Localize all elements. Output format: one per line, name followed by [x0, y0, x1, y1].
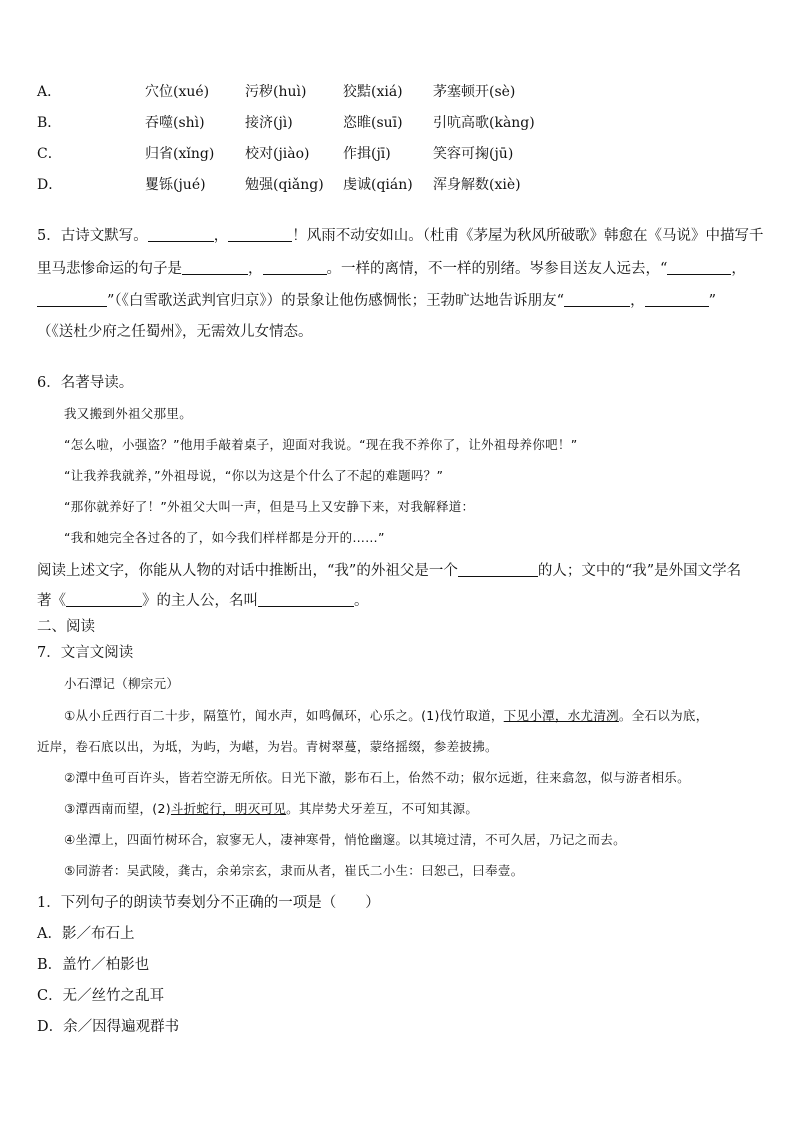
q5-text: ” [708, 293, 716, 309]
option-item: 接济(jì) [245, 115, 293, 131]
classical-paragraph-4: ④坐潭上，四面竹树环合，寂寥无人，凄神寒骨，悄怆幽邃。以其境过清，不可久居，乃记之而去。 [64, 832, 626, 847]
option-label: D． [37, 177, 63, 193]
q5-text: 里马悲惨命运的句子是 [37, 261, 182, 277]
option-item: 归省(xǐng) [145, 146, 215, 162]
q6-text: 阅读上述文字，你能从人物的对话中推断出，“我”的外祖父是一个 [37, 563, 458, 579]
option-item: 笑容可掬(jū) [433, 146, 514, 162]
option-item: 狡黠(xiá) [343, 84, 403, 100]
q6-question-line-1 [37, 561, 741, 581]
passage-line: “怎么啦，小强盗？”他用手敲着桌子，迎面对我说。“现在我不养你了，让外祖母养你吧！” [64, 437, 578, 452]
choice-a[interactable]: A．影／布石上 [37, 926, 135, 942]
option-item: 茅塞顿开(sè) [433, 84, 516, 100]
passage-line: “我和她完全各过各的了，如今我们样样都是分开的……” [64, 530, 385, 545]
q5-text: （《送杜少府之任蜀州》，无需效儿女情态。 [37, 324, 313, 340]
passage-line: 我又搬到外祖父那里。 [64, 406, 193, 421]
text-title: 小石潭记（柳宗元） [64, 676, 180, 691]
answer-blank[interactable] [458, 562, 538, 577]
classical-text: ①从小丘西行百二十步，隔篁竹，闻水声，如鸣佩环，心乐之。(1)伐竹取道， [64, 708, 504, 723]
classical-paragraph-1-cont: 近岸，卷石底以出，为坻，为屿，为嵁，为岩。青树翠蔓，蒙络摇缀，参差披拂。 [37, 739, 498, 754]
q5-text: 。一样的离情，不一样的别绪。岑参目送友人远去，“ [326, 261, 668, 277]
answer-blank[interactable] [37, 292, 107, 307]
passage-line: “那你就养好了！”外祖父大叫一声，但是马上又安静下来，对我解释道： [64, 499, 475, 514]
q5-line-1 [37, 226, 763, 246]
q6-question-line-2 [37, 591, 369, 611]
q5-line-3 [37, 291, 716, 311]
q5-text: ， [248, 261, 263, 277]
sub-question-1: 1．下列句子的朗读节奏划分不正确的一项是（ ） [37, 895, 380, 911]
q6-text: 著《 [37, 593, 66, 609]
underlined-sentence: 斗折蛇行，明灭可见 [170, 801, 287, 816]
classical-paragraph-1 [64, 706, 709, 726]
q4-option-c [37, 144, 513, 164]
answer-blank[interactable] [564, 292, 630, 307]
classical-text: 。全石以为底， [618, 708, 709, 723]
option-item: 矍铄(jué) [145, 177, 206, 193]
q7-title: 7．文言文阅读 [37, 645, 134, 661]
q5-text: ！风雨不动安如山。（杜甫《茅屋为秋风所破歌》韩愈在《马说》中描写千 [292, 228, 764, 244]
answer-blank[interactable] [263, 260, 327, 275]
q5-text: ”（《白雪歌送武判官归京》）的景象让他伤感惆怅；王勃旷达地告诉朋友“ [107, 293, 565, 309]
answer-blank[interactable] [66, 592, 142, 607]
option-item: 虔诚(qián) [343, 177, 413, 193]
classical-text: 。其岸势犬牙差互，不可知其源。 [286, 801, 479, 816]
q6-text: 的人；文中的“我”是外国文学名 [537, 563, 742, 579]
choice-c[interactable]: C．无／丝竹之乱耳 [37, 988, 165, 1004]
answer-blank[interactable] [228, 227, 292, 242]
section-heading: 二、阅读 [37, 619, 95, 635]
q6-text: 》的主人公，名叫 [142, 593, 258, 609]
option-label: C． [37, 146, 62, 162]
option-item: 恣睢(suī) [343, 115, 403, 131]
classical-paragraph-2: ②潭中鱼可百许头，皆若空游无所依。日光下澈，影布石上，佁然不动；俶尔远逝，往来翕忽，似与游者相乐。 [64, 770, 690, 785]
passage-line: “让我养我就养，”外祖母说，“你以为这是个什么了不起的难题吗？” [64, 468, 444, 483]
option-label: B． [37, 115, 62, 131]
choice-b[interactable]: B．盖竹／柏影也 [37, 957, 150, 973]
classical-paragraph-5: ⑤同游者：吴武陵，龚古，余弟宗玄，隶而从者，崔氏二小生：曰恕己，曰奉壹。 [64, 863, 524, 878]
answer-blank[interactable] [258, 592, 354, 607]
choice-d[interactable]: D．余／因得遍观群书 [37, 1019, 180, 1035]
answer-blank[interactable] [645, 292, 709, 307]
option-label: A． [37, 84, 62, 100]
q4-option-a [37, 82, 515, 102]
q6-title: 6．名著导读。 [37, 375, 134, 391]
q5-line-4 [37, 322, 313, 342]
q5-line-2 [37, 259, 746, 279]
answer-blank[interactable] [182, 260, 248, 275]
option-item: 校对(jiào) [245, 146, 310, 162]
option-item: 引吭高歌(kàng) [433, 115, 535, 131]
option-item: 吞噬(shì) [145, 115, 205, 131]
q5-text: ， [213, 228, 229, 244]
q4-option-d [37, 175, 521, 195]
option-item: 浑身解数(xiè) [433, 177, 521, 193]
q5-text: ， [731, 261, 746, 277]
q5-text: 5．古诗文默写。 [37, 228, 148, 244]
option-item: 作揖(jī) [343, 146, 391, 162]
q5-text: ， [630, 293, 645, 309]
answer-blank[interactable] [667, 260, 731, 275]
classical-text: ③潭西南而望，(2) [64, 801, 171, 816]
option-item: 勉强(qiǎng) [245, 177, 324, 193]
answer-blank[interactable] [148, 227, 214, 242]
classical-paragraph-3 [64, 799, 478, 819]
underlined-sentence: 下见小潭，水尤清冽 [503, 708, 619, 723]
q4-option-b [37, 113, 535, 133]
q6-text: 。 [354, 593, 369, 609]
option-item: 穴位(xué) [145, 84, 210, 100]
option-item: 污秽(huì) [245, 84, 307, 100]
